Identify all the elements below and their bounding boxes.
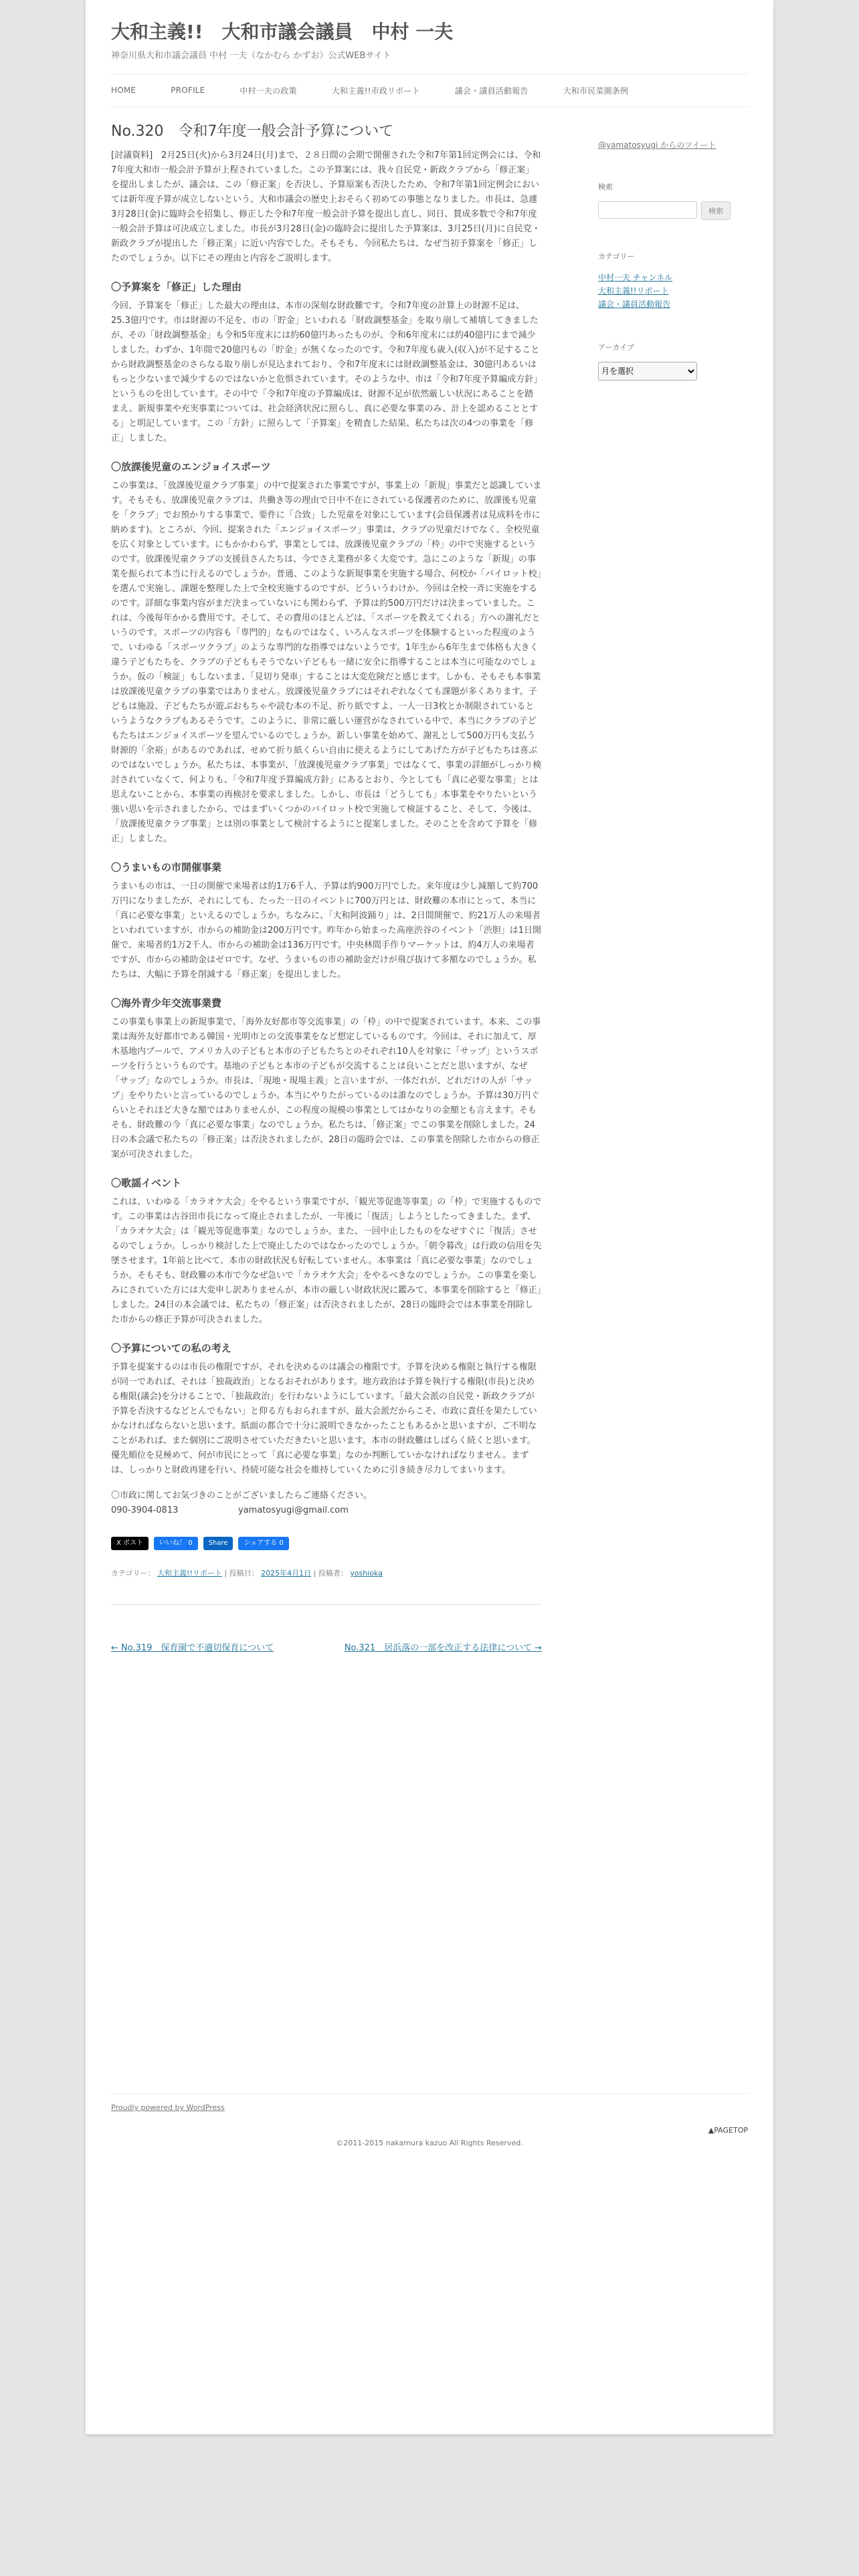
post-intro: [討議資料] 2月25日(火)から3月24日(月)まで、２８日間の会期で開催された令和7年第1回定例会には、令和7年度大和市一般会計予算が上程されていました。この予算案には、我々自民党・新政クラブから「修正案」を提出しましたが、議会は、この「修正案」を否決し、予算原案も否決したため、令和7年第1回定例会においては新年度予算が成立しないという、大和市議会の歴史上おそらく初めての事態となりました。市長は、急遽3月28日(金)に臨時会を招集し、修正した令和7年度一般会計予算を提出し直し、同日、賛成多数で令和7年度一般会計予算は可決成立しました。市長が3月28日(金)の臨時会に提出した予算案は、3月25日(月)に自民党・新政クラブが提出した「修正案」に近い内容でした。そもそも、今回私たちは、なぜ当初予算案を「修正」したのでしょうか。以下にその理由と内容をご説明します。 — [111, 150, 541, 263]
nav-profile[interactable]: PROFILE — [171, 86, 205, 95]
linkedin-share-button[interactable]: Share — [203, 1537, 233, 1550]
x-post-button[interactable]: X ポスト — [111, 1537, 149, 1550]
section-body: うまいもの市は、一日の開催で来場者は約1万6千人、予算は約900万円でした。来年度は少し減額して約700万円になりましたが、それにしても、たった一日のイベントに700万円とは、財政難の本市にとって、本当に「真に必要な事業」といえるのでしょうか。ちなみに、「大和阿波踊り」は、2日間開催で、約21万人の来場者といわれていますが、市からの補助金は200万円です。昨年から始まった高座渋谷のイベント「渋胆」は1日開催で、来場者約1万2千人、市からの補助金は136万円です。中央林間手作りマーケットは、約4万人の来場者ですが、市からの補助金はゼロです。なぜ、うまいもの市の補助金だけが飛び抜けて多額なのでしょうか。私たちは、大幅に予算を削減する「修正案」を提出しました。 — [111, 881, 542, 980]
site-title[interactable]: 大和主義!! 大和市議会議員 中村 一夫 — [111, 21, 454, 43]
site-header — [111, 19, 748, 61]
category-item[interactable]: 中村一夫 チャンネル — [598, 273, 673, 282]
nav-activity[interactable]: 議会・議員活動報告 — [454, 86, 529, 96]
page — [86, 0, 773, 2434]
contact-info — [111, 1489, 542, 1518]
entry-meta — [111, 1568, 542, 1605]
contact-phone: 090-3904-0813 — [111, 1505, 179, 1515]
category-item[interactable]: 大和主義!!リポート — [598, 286, 669, 296]
archive-widget-title: アーカイブ — [598, 343, 634, 352]
sidebar — [598, 120, 748, 381]
contact-closing: 〇市政に関してお気づきのことがございましたらご連絡ください。 — [111, 1491, 373, 1501]
search-widget-title: 検索 — [598, 183, 613, 191]
share-buttons — [111, 1537, 542, 1550]
contact-email: yamatosyugi@gmail.com — [238, 1505, 349, 1515]
meta-date-link[interactable]: 2025年4月1日 — [261, 1569, 312, 1578]
section-heading: 〇歌謡イベント — [111, 1177, 182, 1189]
section-body: 今回、予算案を「修正」した最大の理由は、本市の深刻な財政難です。令和7年度の計算上の財源不足は、25.3億円です。市は財源の不足を、市の「貯金」といわれる「財政調整基金」を取り崩して補填してきましたが、その「財政調整基金」も令和5年度末には約60億円あったものが、令和6年度末には約40億円にまで減少しました。わずか、1年間で20億円もの「貯金」が無くなったのです。令和7年度も歳入(収入)が不足することから財政調整基金のさらなる取り崩しが見込まれており、令和7年度末には財政調整基金は、30億円あるいはもっと少ないまで減少するのではないかと危惧されています。そのような中、市は「令和7年度予算編成方針」というものを出しています。その中で「令和7年度の予算編成は、財源不足が依然厳しい状況にあることを踏まえ、新規事業や充実事業については、社会経済状況に照らし、真に必要な事業のみ、計上を認めることとする」と明記しています。この「方針」に照らして「予算案」を精査した結果、私たちは次の4つの事業を「修正」しました。 — [111, 301, 540, 443]
nav-home[interactable]: HOME — [111, 86, 136, 95]
search-button[interactable]: 検索 — [701, 201, 731, 220]
meta-category-label: カテゴリー： — [111, 1569, 155, 1578]
categories-widget-title: カテゴリー — [598, 252, 635, 261]
section-heading: 〇うまいもの市開催事業 — [111, 861, 222, 873]
archive-select[interactable] — [598, 362, 697, 381]
copyright: ©2011-2015 nakamura kazuo All Rights Reserved. — [336, 2139, 523, 2147]
section-body: これは、いわゆる「カラオケ大会」をやるという事業ですが、「観光等促進等事業」の「枠」で実施するものです。この事業は古谷田市長になって廃止されましたが、一年後に「復活」しようとしたってきました。まず、「カラオケ大会」は「観光等促進事業」なのでしょうか。また、一回中止したものをなぜすぐに「復活」させるのでしょうか。しっかり検討した上で廃止したのではなかったのでしょうか。「朝令暮改」は行政の信用を失墜させます。1年前と比べて、本市の財政状況も好転していません。本事業は「真に必要な事業」なのでしょうか。そもそも、財政難の本市で今なぜ急いで「カラオケ大会」をやるべきなのでしょうか。この事業を楽しみにされていた方には大変申し訳ありませんが、本市の厳しい財政状況に鑑みて、本事業を削除すると「修正」しました。24日の本会議では、私たちの「修正案」は否決されましたが、28日の臨時会では本事業を削除した市からの修正予算が可決されました。 — [111, 1197, 542, 1325]
next-post-link[interactable]: No.321 居浜落の一部を改正する法律について → — [344, 1643, 542, 1653]
section-heading: 〇海外青少年交流事業費 — [111, 997, 222, 1009]
main-content — [111, 120, 542, 1656]
section-body: この事業も事業上の新規事業で、「海外友好都市等交流事業」の「枠」の中で提案されています。本来、この事業は海外友好都市である韓国・光明市との交流事業をなど想定しているものです。今回は、それに加えて、厚木基地内プールで、アメリカ人の子どもと本市の子どもたちとのそれぞれ10人を対象に「サップ」というスポーツを行うというものです。基地の子どもと本市の子どもが交流することは良いことだと思いますが、なぜ「サップ」なのでしょうか。市長は、「現地・現場主義」と言いますが、一体だれが、どれだけの人が「サップ」をやりたいと言っているのでしょうか。本当にやりたがっているのは誰なのでしょうか。予算は30万円ぐらいとそれほど大きな額ではありませんが、この程度の規模の事業としてはかなりの金額とも言えます。そもそも、財政難の今「真に必要な事業」なのでしょうか。私たちは、「修正案」でこの事業を削除しました。24日の本会議で私たちの「修正案」は否決されましたが、28日の臨時会では、この事業を削除した市からの修正案が可決されました。 — [111, 1017, 541, 1160]
meta-category-link[interactable]: 大和主義!!リポート — [157, 1569, 222, 1578]
section-body: 予算を提案するのは市長の権限ですが、それを決めるのは議会の権限です。予算を決める権限と執行する権限が同一であれば、それは「独裁政治」となるおそれがあります。地方政治は予算を執行する権限(市長)と決める権限(議会)を分けることで、「独裁政治」を行わないようにしています。「最大会派の自民党・新政クラブが予算を否決するなどとんでもない」と仰る方もおられますが、最大会派だからこそ、市政に責任を果たしていかなければならないと思います。紙面の都合で十分に説明できなかったこともあるかと思いますが、ご不明なことがあれば、また個別にご説明させていただきたいと思います。本市の財政難はしばらく続くと思います。優先順位を見極めて、何が市民にとって「真に必要な事業」なのか判断していかなければなりません。まずは、しっかりと財政再建を行い、持続可能な社会を維持していくために引き続き尽力してまいります。 — [111, 1362, 537, 1475]
pagetop-link[interactable]: ▲PAGETOP — [708, 2126, 748, 2135]
nav-policy[interactable]: 中村一夫の政策 — [240, 86, 297, 96]
search-form — [598, 201, 748, 220]
nav-ordinance[interactable]: 大和市民菜園条例 — [563, 86, 629, 96]
section-heading: 〇放課後児童のエンジョイスポーツ — [111, 461, 271, 473]
nav-report[interactable]: 大和主義!!市政リポート — [331, 86, 420, 96]
category-list — [598, 271, 748, 311]
section-heading: 〇予算についての私の考え — [111, 1342, 231, 1354]
section-heading: 〇予算案を「修正」した理由 — [111, 281, 242, 293]
meta-author-label: | 投稿者： — [313, 1569, 348, 1578]
post-title: No.320 令和7年度一般会計予算について — [111, 123, 394, 140]
facebook-like-button[interactable]: いいね！ 0 — [154, 1537, 198, 1550]
site-footer — [111, 2093, 748, 2147]
site-description: 神奈川県大和市議会議員 中村 一夫（なかむら かずお）公式WEBサイト — [111, 51, 391, 61]
facebook-share-button[interactable]: シェアする 0 — [238, 1537, 288, 1550]
powered-by-link[interactable]: Proudly powered by WordPress — [111, 2103, 225, 2112]
main-nav — [111, 74, 748, 107]
section-body: この事業は、「放課後児童クラブ事業」の中で提案された事業ですが、事業上の「新規」事業だと認識しています。そもそも、放課後児童クラブは、共働き等の理由で日中不在にされている保護者のために、放課後も児童を「クラブ」でお預かりする事業で、要件に「合致」した児童を対象にしています(会員保護者は見成料を市に納めます)。ところが、今回、提案された「エンジョイスポーツ」事業は、クラブの児童だけでなく、全校児童を広く対象としています。にもかかわらず、事業としては、放課後児童クラブの「枠」の中で実施するというのです。放課後児童クラブの支援員さんたちは、今でさえ業務が多く大変です。急にこのような「新規」の事業を振られて本当に行えるのでしょうか。普通、このような新規事業を実施する場合、何校か「パイロット校」を選んで実施し、課題を整理した上で全校実施するのですが、どういうわけか、今回は全校一斉に実施をするのです。詳細な事業内容がまだ決まっていないにも関わらず、予算は約500万円だけは決まっていました。これは、今後毎年かかる費用です。そして、その費用のほとんどは、「スポーツを教えてくれる」方への謝礼だというのです。スポーツの内容も「専門的」なものではなく、いろんなスポーツを体験するといった程度のようで、いわゆる「スポーツクラブ」のような専門的な指導ではないようです。1年生から6年生まで体格も大きく違う子どもたちを、クラブの子どももそうでない子どもも一緒に安全に指導することは本当に可能なのでしょうか。仮の「検証」もしないまま、「見切り発車」することは大変危険だと感じます。しかも、そもそも本事業は放課後児童クラブの事業ではありません。放課後児童クラブにはそれぞれなくても課題が多くあります。子どもは施設、子どもたちが遊ぶおもちゃや読む本の不足、折り紙ですよ、一人一日3枚とか制限されているというようなクラブもあるそうです。このように、非常に厳しい運営がなされている中で、本当にクラブの子どもたちはエンジョイスポーツを望んでいるのでしょうか。新しい事業を始めて、謝礼として500万円も支払う財源的「余裕」があるのであれば、せめて折り紙くらい自由に使えるようにしてあげた方が子どもたちは喜ぶのではないでしょうか。私たちは、本事業が、「放課後児童クラブ事業」ではなくて、事業の詳細がしっかり検討されていなくて、何よりも、「令和7年度予算編成方針」にあるとおり、今としても「真に必要な事業」とは思えないことから、本事業の再検討を要求しました。しかし、市長は「どうしても」本事業をやりたいという強い思いを示されましたから、ではまずいくつかのパイロット校で実施して検証すること、そして、今後は、「放課後児童クラブ事業」とは別の事業として検討するようにと提案しました。そのことを含めて予算を「修正」しました。 — [111, 481, 542, 844]
twitter-timeline-link[interactable]: @yamatosyugi からのツイート — [598, 140, 717, 150]
prev-post-link[interactable]: ← No.319 保育園で不適切保育について — [111, 1643, 274, 1653]
category-item[interactable]: 議会・議員活動報告 — [598, 300, 671, 309]
search-input[interactable] — [598, 201, 697, 219]
post-navigation — [111, 1641, 542, 1656]
meta-author-link[interactable]: yoshioka — [350, 1569, 383, 1578]
meta-date-label: | 投稿日： — [224, 1569, 259, 1578]
